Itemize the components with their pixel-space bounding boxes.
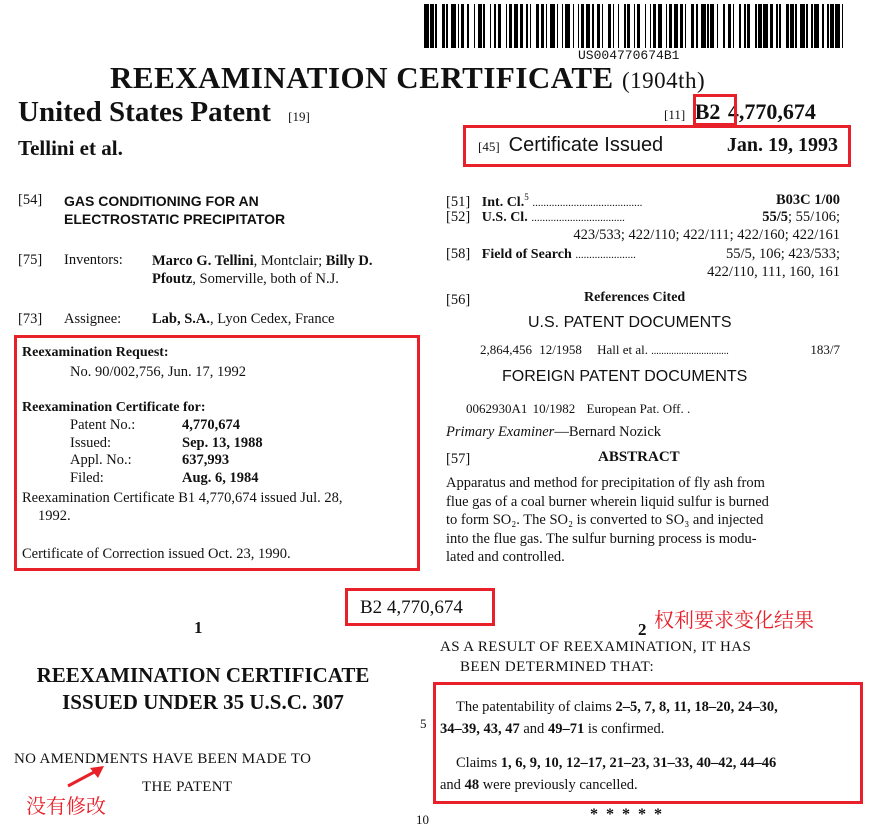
code-52: [52] [446,209,471,225]
uscl-value-main: 55/5 [762,209,789,225]
barcode-bar [691,4,694,48]
examiner-label: Primary Examiner [446,424,555,440]
cert-for-title: Reexamination Certificate for: [22,400,206,415]
cancel-post: were previously cancelled. [479,777,638,793]
annotation-no-change: 没有修改 [26,794,106,818]
field-54 [18,192,42,209]
barcode-bar [541,4,544,48]
intcl-label: Int. Cl. [481,194,525,210]
barcode-bar [573,4,575,48]
patent-label-text: United States Patent [18,96,271,128]
code-54: [54] [18,192,43,208]
field-75-label: Inventors: [64,252,123,268]
column-1-number: 1 [194,618,203,637]
intcl-value: B03C 1/00 [775,192,840,208]
field-54-title [64,192,285,228]
barcode-bar [562,4,564,48]
barcode-bar [581,4,584,48]
barcode-bar [526,4,528,48]
field-58 [446,246,840,263]
barcode-bar [800,4,805,48]
cert-issued-date: Jan. 19, 1993 [726,134,838,156]
result-intro-line-1: AS A RESULT OF REEXAMINATION, IT HAS [440,639,752,655]
uscl-label: U.S. Cl. [481,210,528,225]
barcode-bar [442,4,445,48]
barcode-bar [613,4,615,48]
field-52-line2: 423/533; 422/110; 422/111; 422/160; 422/161 [573,227,840,243]
barcode-bar [424,4,429,48]
claims-cancelled [440,752,854,796]
inventor-short: Tellini et al. [18,136,123,160]
barcode-bar [717,4,719,48]
barcode-bar [674,4,679,48]
field-of-search-value: 55/5, 106; 423/533; [726,246,840,262]
barcode-bar [723,4,725,48]
highlight-kind-box [693,94,737,126]
no-amendments-line1: NO AMENDMENTS HAVE BEEN MADE TO [14,751,312,767]
barcode-bar [506,4,508,48]
assignee-loc: , Lyon Cedex, France [210,311,335,327]
cert-row-label: Appl. No.: [70,452,132,468]
barcode-bar [795,4,797,48]
barcode-bar [830,4,833,48]
field-51 [446,192,840,211]
inventor-1: Marco G. Tellini [152,253,254,269]
abstract-title: ABSTRACT [598,449,680,465]
claims-confirmed [440,696,854,740]
barcode-bar [627,4,630,48]
reexam-issued-title [18,662,388,716]
dots: ...................... [575,249,636,261]
cancel-pre: Claims [456,755,501,771]
code-11: [11] [664,107,686,122]
uscl-value-rest: ; 55/106; [788,209,840,225]
barcode-bar [514,4,519,48]
reexam-request-value: No. 90/002,756, Jun. 17, 1992 [70,364,247,380]
field-75-code: [75] [18,252,43,268]
field-73-value [152,311,334,328]
barcode-bar [520,4,523,48]
barcode-bar [597,4,600,48]
barcode-bar [483,4,485,48]
line-number-5: 5 [420,716,427,731]
barcode-bar [458,4,460,48]
line-number-10: 10 [416,812,429,827]
confirmed-claims: 2–5, 7, 8, 11, 18–20, 24–30, [615,699,778,715]
cert-row-value: 4,770,674 [182,417,240,433]
barcode-bar [763,4,768,48]
barcode-bar [546,4,548,48]
abstract-line: flue gas of a coal burner wherein liquid sulfur is burned [446,493,769,510]
barcode-bar [645,4,647,48]
b1-issued [22,489,343,525]
barcode-bar [758,4,761,48]
foreign-doc-num: 0062930A1 [466,401,528,416]
code-51: [51] [446,193,471,210]
barcode-bar [498,4,501,48]
field-73-label: Assignee: [64,311,122,327]
barcode-bar [634,4,636,48]
barcode-bar [618,4,620,48]
barcode-bar [509,4,512,48]
barcode-bar [536,4,539,48]
barcode-bar [739,4,741,48]
cert-row-value: Aug. 6, 1984 [182,469,259,486]
intcl-sup: 5 [524,192,529,202]
us-doc-name: Hall et al. [597,342,649,357]
patent-number: 4,770,674 [727,99,816,124]
foreign-docs-title: FOREIGN PATENT DOCUMENTS [502,368,748,385]
highlight-b2-box [345,588,495,626]
certificate-title [110,60,705,96]
barcode-bar [811,4,813,48]
barcode-bar [578,4,580,48]
patent-number-line [664,99,816,125]
field-57-code: [57] [446,451,471,467]
barcode-bar [701,4,706,48]
result-intro-line-2: BEEN DETERMINED THAT: [460,659,655,675]
barcode-bar [602,4,604,48]
dots: ........................................ [532,196,643,209]
cert-row-value: 637,993 [182,452,230,468]
barcode-bar [637,4,640,48]
us-doc-row [480,342,840,358]
barcode-bar [557,4,559,48]
abstract-line: to form SO₂. The SO₂ is converted to SO₃ and injected [446,512,764,528]
b2-label: B2 4,770,674 [360,597,463,618]
confirm-post: is confirmed. [584,721,665,737]
barcode-bar [680,4,683,48]
title-line-2: ELECTROSTATIC PRECIPITATOR [64,211,286,227]
references-title: References Cited [584,290,686,305]
barcode-bar [658,4,663,48]
barcode-bar [565,4,570,48]
barcode-bar [550,4,555,48]
barcode-bar [822,4,824,48]
barcode-bar [744,4,746,48]
barcode-bar [710,4,713,48]
barcode-bar [842,4,844,48]
foreign-doc-row [466,401,690,417]
us-doc-num: 2,864,456 [480,342,532,357]
kind-code: B2 [694,99,721,124]
certificate-of-correction: Certificate of Correction issued Oct. 23, 1990. [22,546,291,562]
cancelled-claims-2: 48 [464,777,480,793]
title-line-1: GAS CONDITIONING FOR AN [64,193,259,209]
dots: ............................... [651,346,729,357]
field-73-code: [73] [18,311,43,327]
title-number: (1904th) [621,68,706,93]
barcode-bar [490,4,492,48]
barcode-bar [478,4,481,48]
barcode-bar [653,4,656,48]
barcode-bar [835,4,840,48]
cert-issued-label: Certificate Issued [508,134,664,156]
barcode-bar [776,4,778,48]
field-52 [446,209,840,226]
end-stars: * * * * * [590,806,662,823]
cancelled-claims: 1, 6, 9, 10, 12–17, 21–23, 31–33, 40–42, 44–46 [500,755,777,771]
barcode-bar [728,4,731,48]
cert-row-label: Patent No.: [70,417,136,433]
b1-line-1: Reexamination Certificate B1 4,770,674 issued Jul. 28, [22,490,343,506]
foreign-doc-date: 10/1982 [532,401,576,416]
confirm-and: and [519,721,548,737]
assignee-name: Lab, S.A. [152,311,211,327]
abstract-line: Apparatus and method for precipitation of fly ash from [446,475,765,491]
barcode-bar [666,4,668,48]
barcode-number: US004770674B1 [578,48,680,63]
field-75-value [152,252,372,288]
barcode-bar [461,4,464,48]
barcode-bar [790,4,793,48]
confirm-pre: The patentability of claims [456,699,616,715]
field-56-code: [56] [446,292,471,308]
barcode-bar [467,4,469,48]
us-doc-date: 12/1958 [539,342,582,357]
barcode-bar [624,4,626,48]
inventor-2-last: Pfoutz [152,271,193,287]
cancel-and: and [440,777,465,793]
field-of-search-label: Field of Search [481,247,572,262]
inventor-2-loc: , Somerville, both of N.J. [192,271,339,287]
barcode-bar [608,4,611,48]
barcode-bar [707,4,709,48]
barcode-bar [592,4,594,48]
barcode-bar [747,4,750,48]
barcode-bar [806,4,808,48]
cert-row-value: Sep. 13, 1988 [182,434,263,451]
annotation-arrow-icon [60,762,110,792]
barcode-bar [446,4,448,48]
barcode-bar [685,4,687,48]
confirmed-claims-3: 49–71 [547,721,585,737]
barcode-bar [451,4,456,48]
reexam-request-title: Reexamination Request: [22,345,169,360]
code-45: [45] [478,139,500,154]
highlight-cert-issued-box [463,125,851,167]
barcode-bar [696,4,698,48]
barcode-bar [474,4,476,48]
primary-examiner [446,424,661,441]
code-58: [58] [446,246,471,262]
reexam-issued-line-2: ISSUED UNDER 35 U.S.C. 307 [62,690,344,714]
result-intro [440,637,751,677]
barcode-bar [669,4,672,48]
barcode-bar [530,4,532,48]
cert-for-table [70,417,263,487]
barcode-bar [786,4,789,48]
barcode-bar [586,4,591,48]
barcode-bar [733,4,735,48]
cert-row-label: Issued: [70,434,112,451]
abstract-line: lated and controlled. [446,549,565,565]
barcode-bar [814,4,819,48]
barcode-bar [494,4,496,48]
dots: .................................. [531,212,625,224]
barcode-bar [755,4,757,48]
inventor-2-first: Billy D. [325,253,373,269]
us-docs-title: U.S. PATENT DOCUMENTS [528,314,732,331]
barcode-bar [770,4,773,48]
field-58-line2: 422/110, 111, 160, 161 [707,264,840,280]
barcode-bar [430,4,433,48]
patent-label [18,96,310,129]
foreign-doc-name: European Pat. Off. . [586,401,691,416]
title-text: REEXAMINATION CERTIFICATE [110,60,614,95]
confirmed-claims-2: 34–39, 43, 47 [440,721,520,737]
reexam-issued-line-1: REEXAMINATION CERTIFICATE [36,663,370,687]
us-doc-class: 183/7 [810,342,840,357]
barcode-bar [650,4,652,48]
b1-line-2: 1992. [38,508,71,524]
barcode [424,4,844,48]
no-amendments-line2: THE PATENT [142,779,233,795]
inventor-1-loc: , Montclair; [253,253,326,269]
barcode-bar [827,4,829,48]
examiner-name: —Bernard Nozick [554,424,662,440]
abstract-body [446,474,769,567]
code-19: [19] [288,109,310,124]
barcode-bar [779,4,781,48]
column-2-number: 2 [638,620,647,639]
barcode-bar [435,4,437,48]
cert-row-label: Filed: [70,469,104,486]
abstract-line: into the flue gas. The sulfur burning process is modu- [446,530,757,547]
annotation-result: 权利要求变化结果 [654,608,814,632]
